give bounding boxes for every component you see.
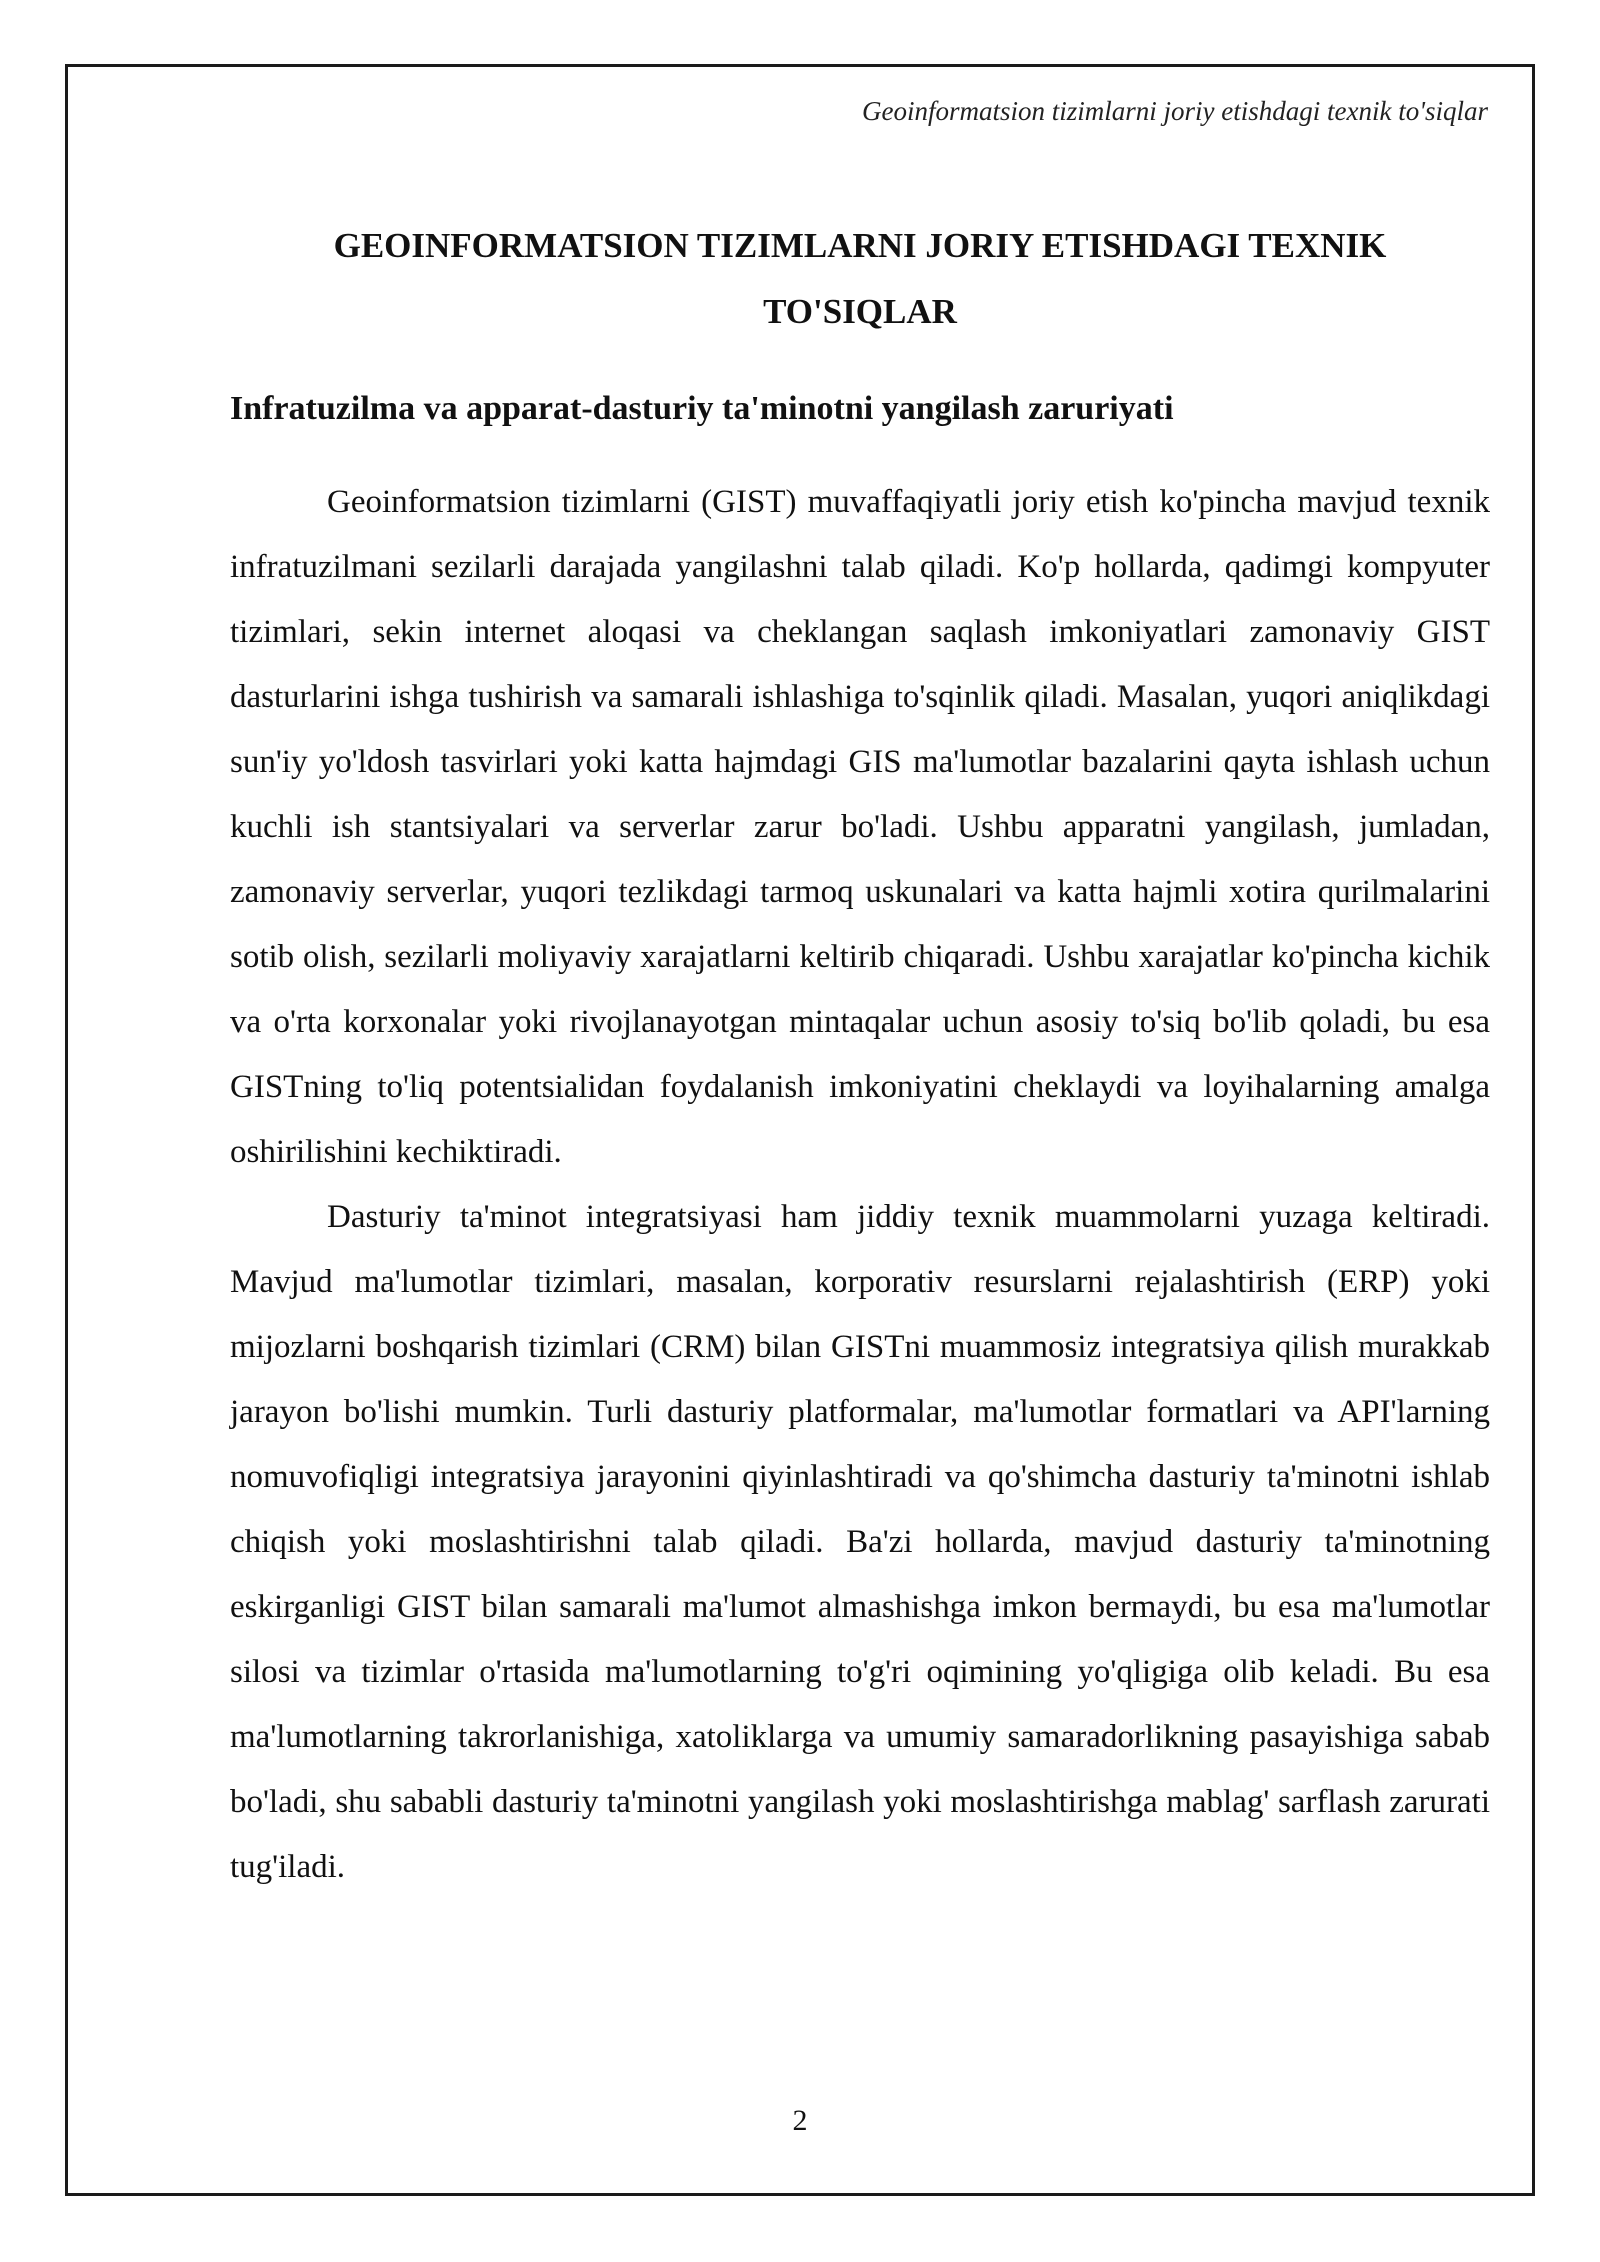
paragraph-1: Geoinformatsion tizimlarni (GIST) muvaffaqiyatli joriy etish ko'pincha mavjud texnik infratuzilmani sezilarli darajada yangilashni talab qiladi. Ko'p hollarda, qadimgi kompyuter tizimlari, sekin internet aloqasi va cheklangan saqlash imkoniyatlari zamonaviy GIST dasturlarini ishga tushirish va samarali ishlashiga to'sqinlik qiladi. Masalan, yuqori aniqlikdagi sun'iy yo'ldosh tasvirlari yoki katta hajmdagi GIS ma'lumotlar bazalarini qayta ishlash uchun kuchli ish stantsiyalari va serverlar zarur bo'ladi. Ushbu apparatni yangilash, jumladan, zamonaviy serverlar, yuqori tezlikdagi tarmoq uskunalari va katta hajmli xotira qurilmalarini sotib olish, sezilarli moliyaviy xarajatlarni keltirib chiqaradi. Ushbu xarajatlar ko'pincha kichik va o'rta korxonalar yoki rivojlanayotgan mintaqalar uchun asosiy to'siq bo'lib qoladi, bu esa GISTning to'liq potentsialidan foydalanish imkoniyatini cheklaydi va loyihalarning amalga oshirilishini kechiktiradi. (230, 484, 1490, 1170)
document-title-line-1: GEOINFORMATSION TIZIMLARNI JORIY ETISHDAGI TEXNIK (333, 226, 1387, 265)
body-text (230, 470, 1490, 1900)
document-title (230, 213, 1490, 345)
document-title-line-2: TO'SIQLAR (763, 292, 957, 331)
paragraph-2: Dasturiy ta'minot integratsiyasi ham jiddiy texnik muammolarni yuzaga keltiradi. Mavjud ma'lumotlar tizimlari, masalan, korporativ resurslarni rejalashtirish (ERP) yoki mijozlarni boshqarish tizimlari (CRM) bilan GISTni muammosiz integratsiya qilish murakkab jarayon bo'lishi mumkin. Turli dasturiy platformalar, ma'lumotlar formatlari va API'larning nomuvofiqligi integratsiya jarayonini qiyinlashtiradi va qo'shimcha dasturiy ta'minotni ishlab chiqish yoki moslashtirishni talab qiladi. Ba'zi hollarda, mavjud dasturiy ta'minotning eskirganligi GIST bilan samarali ma'lumot almashishga imkon bermaydi, bu esa ma'lumotlar silosi va tizimlar o'rtasida ma'lumotlarning to'g'ri oqimining yo'qligiga olib keladi. Bu esa ma'lumotlarning takrorlanishiga, xatoliklarga va umumiy samaradorlikning pasayishiga sabab bo'ladi, shu sababli dasturiy ta'minotni yangilash yoki moslashtirishga mablag' sarflash zarurati tug'iladi. (230, 1199, 1490, 1885)
section-heading: Infratuzilma va apparat-dasturiy ta'minotni yangilash zaruriyati (230, 390, 1174, 427)
running-header: Geoinformatsion tizimlarni joriy etishdagi texnik to'siqlar (861, 96, 1488, 126)
page-number: 2 (792, 2104, 808, 2137)
